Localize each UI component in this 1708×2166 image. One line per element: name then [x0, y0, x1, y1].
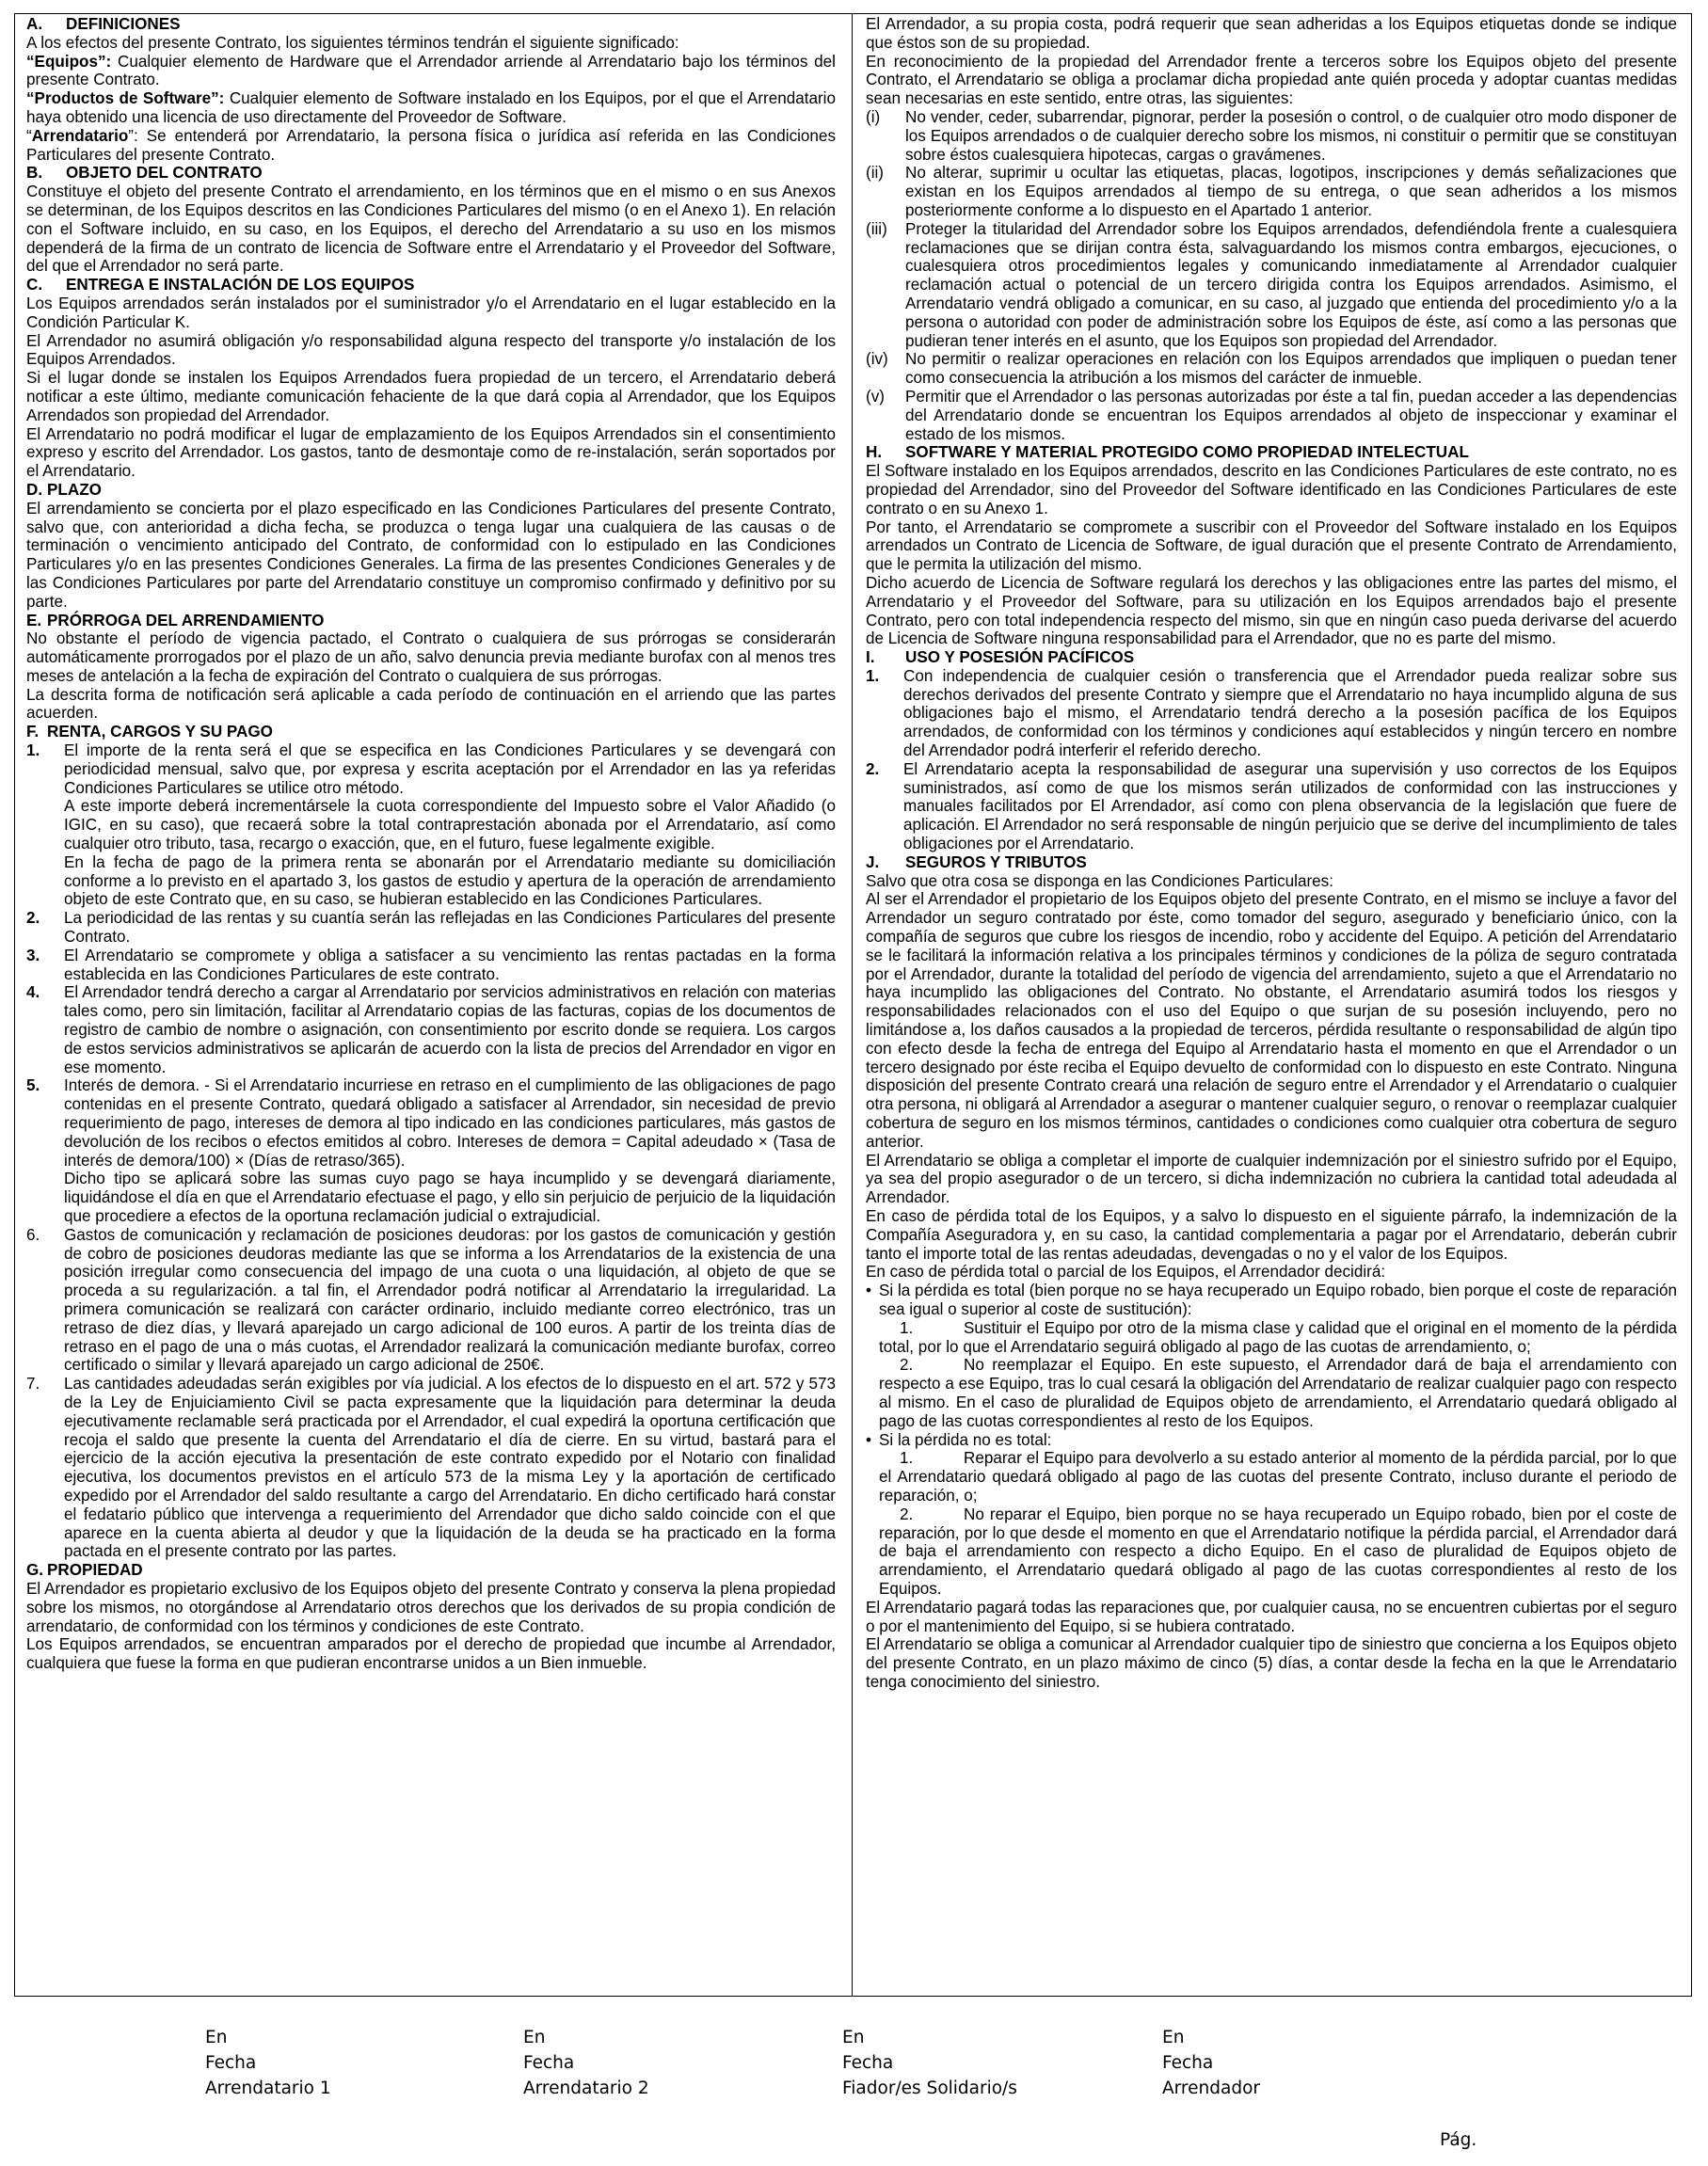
list-item: 2. La periodicidad de las rentas y su cuantía serán las reflejadas en las Condiciones Particulares del presente Contrato.	[26, 909, 836, 947]
definition-arrendatario: “Arrendatario”: Se entenderá por Arrendatario, la persona física o jurídica así referida en las Condiciones Particulares del presente Contrato.	[26, 126, 836, 164]
list-item-continuation: En la fecha de pago de la primera renta se abonarán por el Arrendatario mediante su domiciliación conforme a lo previsto en el apartado 3, los gastos de estudio y apertura de la operación de arrendamiento objeto de este Contrato que, en su caso, se hubieran establecido en las Condiciones Particulares.	[64, 852, 836, 909]
option-item: 2. No reparar el Equipo, bien porque no se haya recuperado un Equipo robado, bien por el coste de reparación, por lo que desde el momento en que el Arrendatario notifique la pérdida parcial, el Arrendador dará de baja el arrendamiento con respecto a dicho Equipo. En el caso de pluralidad de Equipos objeto de arrendamiento, el Arrendatario quedará obligado al pago de las cuotas correspondientes al resto de los Equipos.	[879, 1505, 1677, 1598]
paragraph: En reconocimiento de la propiedad del Arrendador frente a terceros sobre los Equipos objeto del presente Contrato, el Arrendatario se obliga a proclamar dicha propiedad ante quién proceda y adoptar cuantas medidas sean necesarias en este sentido, entre otras, las siguientes:	[866, 52, 1677, 108]
option-item: 1. Sustituir el Equipo por otro de la misma clase y calidad que el original en el momento de la pérdida total, por lo que el Arrendatario seguirá obligado al pago de las cuotas de arrendamiento, o;	[879, 1318, 1677, 1356]
signature-role-label: Fiador/es Solidario/s	[842, 2078, 1017, 2098]
signature-block-arrendatario-2	[523, 2025, 649, 2101]
paragraph: Los Equipos arrendados serán instalados por el suministrador y/o el Arrendatario en el lugar establecido en la Condición Particular K.	[26, 294, 836, 331]
paragraph: El Arrendatario pagará todas las reparaciones que, por cualquier causa, no se encuentren cubiertas por el seguro o por el mantenimiento del Equipo, si se hubiera contratado.	[866, 1598, 1677, 1635]
option-item: 1. Reparar el Equipo para devolverlo a su estado anterior al momento de la pérdida parcial, por lo que el Arrendatario quedará obligado al pago de las cuotas del presente Contrato, incluso durante el periodo de reparación, o;	[879, 1449, 1677, 1505]
list-item: 3. El Arrendatario se compromete y obliga a satisfacer a su vencimiento las rentas pactadas en la forma establecida en las Condiciones Particulares de este contrato.	[26, 946, 836, 983]
signature-place-label: En	[842, 2028, 865, 2047]
list-item: 6. Gastos de comunicación y reclamación de posiciones deudoras: por los gastos de comunicación y gestión de cobro de posiciones deudoras mediante las que se informa a los Arrendatarios de la existencia de una posición irregular como consecuencia del impago de una cuota o una liquidación, al objeto de que se proceda a su regularización. a tal fin, el Arrendador podrá notificar al Arrendatario la irregularidad. La primera comunicación se realizará con carácter ordinario, incluido mediante correo electrónico, tras un retraso de diez días, y llevará aparejado un cargo adicional de 100 euros. A partir de los treinta días de retraso en el pago de una o más cuotas, el Arrendador realizará la comunicación mediante burofax, correo certificado o similar y llevará aparejado un cargo adicional de 250€.	[26, 1225, 836, 1375]
list-item: (v) Permitir que el Arrendador o las personas autorizadas por éste a tal fin, puedan acceder a las dependencias del Arrendatario donde se encuentran los Equipos arrendados al objeto de inspeccionar y examinar el estado de los mismos.	[866, 387, 1677, 443]
bullet-item: • Si la pérdida no es total:	[866, 1430, 1052, 1449]
list-item: (i) No vender, ceder, subarrendar, pignorar, perder la posesión o control, o de cualquier otro modo disponer de los Equipos arrendados o de cualquier derecho sobre los mismos, ni constituir o permitir que se constituyan sobre éstos cualesquiera hipotecas, cargas o gravámenes.	[866, 107, 1677, 164]
signature-block-fiador	[842, 2025, 1017, 2101]
section-heading-c: C. ENTREGA E INSTALACIÓN DE LOS EQUIPOS	[26, 276, 415, 295]
bullet-icon: •	[866, 1430, 871, 1449]
bullet-icon: •	[866, 1282, 871, 1300]
paragraph: En caso de pérdida total o parcial de los Equipos, el Arrendador decidirá:	[866, 1263, 1386, 1282]
paragraph: El Arrendatario se obliga a comunicar al Arrendador cualquier tipo de siniestro que concierna a los Equipos objeto del presente Contrato, en un plazo máximo de cinco (5) días, a contar desde la fecha en la que le Arrendatario tenga conocimiento del siniestro.	[866, 1635, 1677, 1691]
paragraph: Constituye el objeto del presente Contrato el arrendamiento, en los términos que en el mismo o en sus Anexos se determinan, de los Equipos descritos en las Condiciones Particulares del mismo (o en el Anexo 1). En relación con el Software incluido, en su caso, en los Equipos, el derecho del Arrendatario a su uso en los mismos dependerá de la firma de un contrato de licencia de Software entre el Arrendatario y el Proveedor del Software, del que el Arrendador no será parte.	[26, 183, 836, 276]
left-column	[26, 15, 836, 1673]
list-item: (iv) No permitir o realizar operaciones en relación con los Equipos arrendados que impliquen o puedan tener como consecuencia la atribución a los mismos del carácter de inmueble.	[866, 350, 1677, 388]
column-divider	[852, 13, 853, 1997]
list-item-continuation: A este importe deberá incrementársele la cuota correspondiente del Impuesto sobre el Valor Añadido (o IGIC, en su caso), que recaerá sobre la total contraprestación abonada por el Arrendatario, así como cualquier otro tributo, tasa, recargo o exacción, que, en el futuro, fuese legalmente exigible.	[64, 797, 836, 853]
paragraph: El Arrendatario no podrá modificar el lugar de emplazamiento de los Equipos Arrendados sin el consentimiento expreso y escrito del Arrendador. Los gastos, tanto de desmontaje como de re-instalación, serán soportados por el Arrendatario.	[26, 424, 836, 481]
signature-date-label: Fecha	[523, 2053, 575, 2073]
paragraph: Al ser el Arrendador el propietario de los Equipos objeto del presente Contrato, en el mismo se incluye a favor del Arrendador un seguro contratado por éste, como tomador del seguro, asegurado y beneficiario único, con la compañía de seguros que cubre los riesgos de incendio, robo y accidente del Equipo. A petición del Arrendatario se le facilitará la información relativa a los principales términos y condiciones de la póliza de seguro contratada por el Arrendador, durante la totalidad del período de vigencia del arrendamiento, sujeto a que el Arrendatario no haya incumplido las obligaciones del Contrato. No obstante, el Arrendatario asumirá todos los riesgos y responsabilidades relacionados con el uso del Equipo o que surjan de su posesión incluyendo, pero no limitándose a, los daños causados a la propiedad de terceros, pérdida resultante o responsabilidad de algún tipo con efecto desde la fecha de entrega del Equipo al Arrendatario hasta el momento en que el Arrendador o un tercero designado por éste reciba el Equipo devuelto de conformidad con lo dispuesto en este Contrato. Ninguna disposición del presente Contrato creará una relación de seguro entre el Arrendador y el Arrendatario o cualquier otra persona, ni obligará al Arrendador a asegurar o mantener cualquier seguro, o renovar o reemplazar cualquier cobertura de seguro en los mismos términos, cantidades o condiciones como cualquier otra cobertura de seguro anterior.	[866, 890, 1677, 1151]
paragraph: El Arrendador no asumirá obligación y/o responsabilidad alguna respecto del transporte y/o instalación de los Equipos Arrendados.	[26, 331, 836, 369]
section-heading-b: B. OBJETO DEL CONTRATO	[26, 164, 263, 183]
option-item: 2. No reemplazar el Equipo. En este supuesto, el Arrendador dará de baja el arrendamiento con respecto a ese Equipo, tras lo cual cesará la obligación del Arrendatario de realizar cualquier pago con respecto al mismo. En el caso de pluralidad de Equipos objeto de arrendamiento, el Arrendatario quedará obligado al pago de las cuotas correspondientes al resto de los Equipos.	[879, 1356, 1677, 1430]
signature-date-label: Fecha	[842, 2053, 894, 2073]
signature-place-label: En	[205, 2028, 228, 2047]
signature-place-label: En	[1162, 2028, 1185, 2047]
section-heading-a: A. DEFINICIONES	[26, 15, 181, 33]
right-column	[866, 15, 1677, 1692]
list-item: 1. Con independencia de cualquier cesión o transferencia que el Arrendador pueda realizar sobre sus derechos derivados del presente Contrato y siempre que el Arrendatario no haya incumplido alguna de sus obligaciones bajo el mismo, el Arrendatario tendrá derecho a la posesión pacífica de los Equipos arrendados, de conformidad con los términos y condiciones aquí establecidos y ningún tercero en nombre del Arrendador podrá interferir el referido derecho.	[866, 666, 1677, 760]
section-heading-i: I. USO Y POSESIÓN PACÍFICOS	[866, 648, 1135, 667]
signature-role-label: Arrendatario 2	[523, 2078, 649, 2098]
paragraph: Los Equipos arrendados, se encuentran amparados por el derecho de propiedad que incumbe al Arrendador, cualquiera que fuese la forma en que pudieran encontrarse unidos a un Bien inmueble.	[26, 1635, 836, 1673]
section-heading-h: H. SOFTWARE Y MATERIAL PROTEGIDO COMO PROPIEDAD INTELECTUAL	[866, 443, 1469, 462]
section-heading-e: E. PRÓRROGA DEL ARRENDAMIENTO	[26, 611, 325, 629]
paragraph: Dicho acuerdo de Licencia de Software regulará los derechos y las obligaciones entre las partes del mismo, el Arrendatario y el Proveedor del Software, para su utilización en los Equipos arrendados bajo el presente Contrato, pero con total independencia respecto del mismo, sin que en ningún caso pueda derivarse del acuerdo de Licencia de Software ninguna responsabilidad para el Arrendador, que no es parte del mismo.	[866, 573, 1677, 648]
paragraph: A los efectos del presente Contrato, los siguientes términos tendrán el siguiente significado:	[26, 33, 679, 52]
paragraph: El arrendamiento se concierta por el plazo especificado en las Condiciones Particulares del presente Contrato, salvo que, con anterioridad a dicha fecha, se produzca o tenga lugar una cualquiera de las causas o de terminación o vencimiento anticipado del Contrato, de conformidad con lo estipulado en las Condiciones Particulares y/o en las presentes Condiciones Generales. La firma de las presentes Condiciones Generales y de las Condiciones Particulares por parte del Arrendatario constituye un compromiso confirmado y definitivo por su parte.	[26, 499, 836, 611]
signature-place-label: En	[523, 2028, 546, 2047]
list-item: 5. Interés de demora. - Si el Arrendatario incurriese en retraso en el cumplimiento de las obligaciones de pago contenidas en el presente Contrato, quedará obligado a satisfacer al Arrendador, sin necesidad de previo requerimiento de pago, intereses de demora al tipo indicado en las condiciones particulares, más gastos de devolución de los recibos o efectos emitidos al cobro. Intereses de demora = Capital adeudado × (Tasa de interés de demora/100) × (Días de retraso/365).	[26, 1076, 836, 1170]
paragraph: Por tanto, el Arrendatario se compromete a suscribir con el Proveedor del Software instalado en los Equipos arrendados un Contrato de Licencia de Software, de igual duración que el presente Contrato de Arrendamiento, que le permita la utilización del mismo.	[866, 518, 1677, 574]
list-item: 2. El Arrendatario acepta la responsabilidad de asegurar una supervisión y uso correctos de los Equipos suministrados, así como de que los mismos serán utilizados de conformidad con las instrucciones y manuales facilitados por El Arrendador, así como con plena observancia de la legislación que fuere de aplicación. El Arrendador no será responsable de ningún perjuicio que se derive del incumplimiento de tales obligaciones por el Arrendatario.	[866, 759, 1677, 853]
paragraph: El Arrendador es propietario exclusivo de los Equipos objeto del presente Contrato y conserva la plena propiedad sobre los mismos, no otorgándose al Arrendatario otros derechos que los derivados de su propia condición de arrendatario, de conformidad con los términos y condiciones de este Contrato.	[26, 1579, 836, 1635]
list-item: (ii) No alterar, suprimir u ocultar las etiquetas, placas, logotipos, inscripciones y demás señalizaciones que existan en los Equipos arrendados al tiempo de su entrega, o que sean adheridos a los mismos posteriormente conforme a lo dispuesto en el Apartado 1 anterior.	[866, 164, 1677, 219]
paragraph: El Arrendador, a su propia costa, podrá requerir que sean adheridas a los Equipos etiquetas donde se indique que éstos son de su propiedad.	[866, 15, 1677, 52]
definition-productos-software: “Productos de Software”: Cualquier elemento de Software instalado en los Equipos, por el que el Arrendatario haya obtenido una licencia de uso directamente del Proveedor de Software.	[26, 89, 836, 126]
signature-block-arrendatario-1	[205, 2025, 331, 2101]
list-item: 7. Las cantidades adeudadas serán exigibles por vía judicial. A los efectos de lo dispuesto en el art. 572 y 573 de la Ley de Enjuiciamiento Civil se pacta expresamente que la liquidación para determinar la deuda ejecutivamente reclamable será practicada por el Arrendador, el cual expedirá la oportuna certificación que recoja el saldo que presente la cuenta del Arrendatario el día de cierre. En su virtud, bastará para el ejercicio de la acción ejecutiva la presentación de este contrato expedido por el Notario con finalidad ejecutiva, los documentos previstos en el artículo 573 de la misma Ley y la aportación de certificado expedido por el Arrendador del saldo resultante a cargo del Arrendatario. En dicho certificado hará constar el fedatario público que intervenga a requerimiento del Arrendador que dicho saldo coincide con el que aparece en la cuenta abierta al deudor y que la liquidación de la deuda se ha practicado en la forma pactada en el presente contrato por las partes.	[26, 1375, 836, 1561]
section-heading-f: F. RENTA, CARGOS Y SU PAGO	[26, 723, 273, 741]
paragraph: Si el lugar donde se instalen los Equipos Arrendados fuera propiedad de un tercero, el Arrendatario deberá notificar a este último, mediante comunicación fehaciente de la que dará copia al Arrendador, que los Equipos Arrendados son propiedad del Arrendador.	[26, 369, 836, 424]
list-item: (iii) Proteger la titularidad del Arrendador sobre los Equipos arrendados, defendiéndola frente a cualesquiera reclamaciones que se dirijan contra ésta, salvaguardando los mismos contra embargos, ejecuciones, o cualesquiera otros procedimientos legales y comunicando inmediatamente al Arrendador cualquier reclamación actual o potencial de un tercero dirigida contra los Equipos arrendados. Asimismo, el Arrendatario vendrá obligado a comunicar, en su caso, al juzgado que entienda del procedimiento y/o a la persona o autoridad con poder de administración sobre los Equipos de éste, así como a las personas que pudieran tener interés en el asunto, que los Equipos son propiedad del Arrendador.	[866, 219, 1677, 350]
paragraph: La descrita forma de notificación será aplicable a cada período de continuación en el arriendo que las partes acuerden.	[26, 685, 836, 723]
signature-date-label: Fecha	[205, 2053, 257, 2073]
section-heading-j: J. SEGUROS Y TRIBUTOS	[866, 852, 1087, 871]
section-heading-g: G. PROPIEDAD	[26, 1561, 143, 1580]
bullet-item: • Si la pérdida es total (bien porque no se haya recuperado un Equipo robado, bien porque el coste de reparación sea igual o superior al coste de sustitución):	[866, 1282, 1677, 1318]
paragraph: En caso de pérdida total de los Equipos, y a salvo lo dispuesto en el siguiente párrafo, la indemnización de la Compañía Aseguradora y, en su caso, la cantidad complementaria a pagar por el Arrendatario, deberán cubrir tanto el importe total de las rentas adeudadas, devengadas o no y el valor de los Equipos.	[866, 1207, 1677, 1263]
paragraph: No obstante el período de vigencia pactado, el Contrato o cualquiera de sus prórrogas se considerarán automáticamente prorrogados por el plazo de un año, salvo denuncia previa mediante burofax con al menos tres meses de antelación a la fecha de expiración del Contrato o cualquiera de sus prórrogas.	[26, 629, 836, 685]
signature-block-arrendador	[1162, 2025, 1260, 2101]
paragraph: Salvo que otra cosa se disponga en las Condiciones Particulares:	[866, 871, 1333, 890]
signature-role-label: Arrendatario 1	[205, 2078, 331, 2098]
paragraph: El Arrendatario se obliga a completar el importe de cualquier indemnización por el siniestro sufrido por el Equipo, ya sea del propio asegurador o de un tercero, si dicha indemnización no cubriera la cantidad total adeudada al Arrendador.	[866, 1151, 1677, 1207]
section-heading-d: D. PLAZO	[26, 480, 102, 499]
list-item-continuation: Dicho tipo se aplicará sobre las sumas cuyo pago se haya incumplido y se devengará diariamente, liquidándose el día en que el Arrendatario efectuase el pago, y ello sin perjuicio de perjuicio de la liquidación que procediere a efectos de la oportuna reclamación judicial o extrajudicial.	[64, 1170, 836, 1225]
list-item: 4. El Arrendador tendrá derecho a cargar al Arrendatario por servicios administrativos en relación con materias tales como, pero sin limitación, facilitar al Arrendatario copias de las facturas, copias de los documentos de registro de cambio de nombre o asignación, con consentimiento por escrito donde se requiera. Los cargos de estos servicios administrativos se aplicarán de acuerdo con la lista de precios del Arrendador en vigor en ese momento.	[26, 983, 836, 1076]
definition-equipos: “Equipos”: Cualquier elemento de Hardware que el Arrendador arriende al Arrendatario bajo los términos del presente Contrato.	[26, 52, 836, 89]
list-item: 1. El importe de la renta será el que se especifica en las Condiciones Particulares y se devengará con periodicidad mensual, salvo que, por expresa y escrita aceptación por el Arrendador en las ya referidas Condiciones Particulares se utilice otro método.	[26, 741, 836, 797]
paragraph: El Software instalado en los Equipos arrendados, descrito en las Condiciones Particulares de este contrato, no es propiedad del Arrendador, sino del Proveedor del Software identificado en las Condiciones Particulares de este contrato o en su Anexo 1.	[866, 462, 1677, 518]
signature-role-label: Arrendador	[1162, 2078, 1260, 2098]
signature-date-label: Fecha	[1162, 2053, 1214, 2073]
page-number-label: Pág.	[1440, 2130, 1477, 2150]
